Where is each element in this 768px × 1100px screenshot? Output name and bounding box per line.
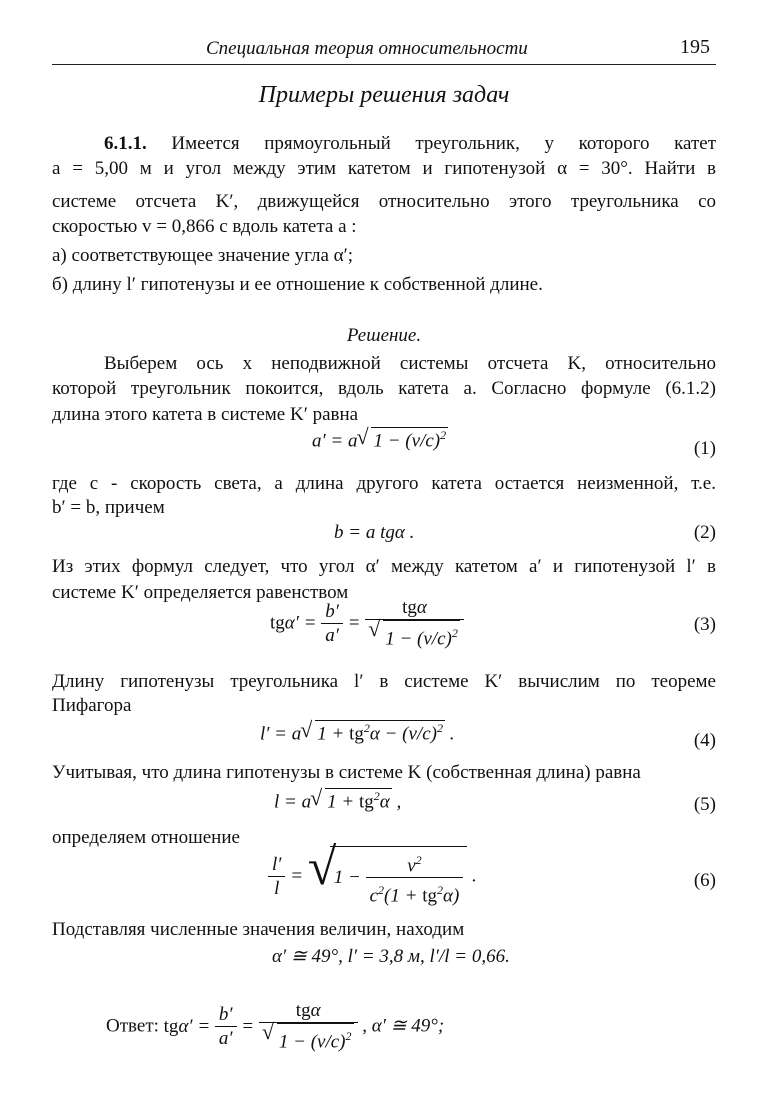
- solution-p1-line-1: Выберем ось x неподвижной системы отсчета K, относительно: [104, 353, 716, 374]
- solution-p1-line-2: которой треугольник покоится, вдоль катета a. Согласно формуле (6.1.2): [52, 378, 716, 399]
- equation-1-number: (1): [693, 438, 716, 459]
- running-title: Специальная теория относительности: [206, 38, 528, 59]
- equation-3: tgα′ = $\frac{b'}{a'}$ = tgα √ $1 - (v/c)^2$: [270, 597, 464, 651]
- answer-tail: , α′ ≅ 49°;: [362, 1015, 445, 1037]
- equation-3-number: (3): [693, 614, 716, 635]
- problem-line-4: скоростью v = 0,866 c вдоль катета a :: [52, 216, 357, 237]
- solution-p3-line-1: Из этих формул следует, что угол α′ между катетом a′ и гипотенузой l′ в: [52, 556, 716, 577]
- problem-line-1: [104, 132, 716, 156]
- solution-p2-line-2: b′ = b, причем: [52, 497, 165, 518]
- equation-2: b = a tgα .: [334, 522, 415, 543]
- solution-p1-line-3: длина этого катета в системе K′ равна: [52, 404, 359, 425]
- solution-title: Решение.: [346, 325, 422, 346]
- problem-item-a: а) соответствующее значение угла α′;: [52, 245, 354, 266]
- equation-5-number: (5): [693, 794, 716, 815]
- result-values: α′ ≅ 49°, l′ = 3,8 м, l′/l = 0,66.: [272, 946, 510, 967]
- equation-5: l = a√ $1 + tg^2\alpha$ ,: [274, 788, 401, 813]
- solution-p7-line-1: Подставляя численные значения величин, находим: [52, 919, 465, 940]
- problem-line-2: a = 5,00 м и угол между этим катетом и гипотенузой α = 30°. Найти в: [52, 158, 716, 179]
- solution-p3-line-2: системе K′ определяется равенством: [52, 582, 349, 603]
- problem-number: 6.1.1.: [104, 133, 147, 154]
- problem-item-b: б) длину l′ гипотенузы и ее отношение к собственной длине.: [52, 274, 543, 295]
- page-number: 195: [680, 36, 710, 58]
- solution-p5-line-1: Учитывая, что длина гипотенузы в системе K (собственная длина) равна: [52, 762, 641, 783]
- equation-2-number: (2): [693, 522, 716, 543]
- equation-1: a′ = a√ $1 - (v/c)^2$: [312, 427, 448, 452]
- solution-p4-line-2: Пифагора: [52, 695, 132, 716]
- section-title: Примеры решения задач: [258, 82, 510, 108]
- page-header: [52, 34, 716, 65]
- equation-6-number: (6): [693, 870, 716, 891]
- solution-p4-line-1: Длину гипотенузы треугольника l′ в системе K′ вычислим по теореме: [52, 671, 716, 692]
- solution-p6-line-1: определяем отношение: [52, 827, 240, 848]
- equation-4-number: (4): [693, 730, 716, 751]
- equation-6: $\frac{l'}{l}$ = √ 1 − $\frac{v^2}{c^2(1 + tg^2\alpha)}$ .: [268, 846, 477, 909]
- answer-line: Ответ: tgα′ = $\frac{b'}{a'}$ = tgα √ $1 - (v/c)^2$ , α′ ≅ 49°;: [106, 1000, 444, 1054]
- solution-p2-line-1: где c - скорость света, а длина другого катета остается неизменной, т.е.: [52, 473, 716, 494]
- answer-label: Ответ:: [106, 1015, 159, 1037]
- problem-line-3: системе отсчета K′, движущейся относительно этого треугольника со: [52, 191, 716, 212]
- equation-4: l′ = a√ $1 + tg^2\alpha - (v/c)^2$ .: [260, 720, 454, 745]
- problem-text-1: Имеется прямоугольный треугольник, у которого катет: [171, 133, 716, 154]
